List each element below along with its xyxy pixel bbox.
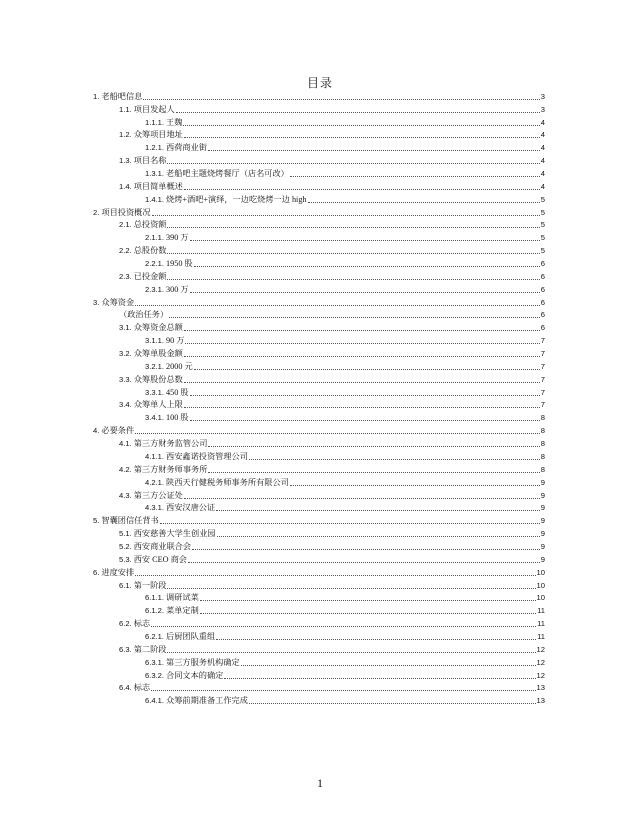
toc-entry-page: 9 [540, 554, 545, 564]
toc-entry-label [119, 465, 207, 475]
toc-entry[interactable] [93, 449, 545, 462]
toc-entry-number: 2. [93, 207, 100, 217]
toc-entry[interactable] [93, 140, 545, 153]
toc-entry[interactable] [93, 526, 545, 539]
toc-entry-text: 项目投资概况 [101, 207, 151, 217]
dot-leader [135, 432, 540, 434]
toc-entry-page: 11 [537, 619, 545, 629]
toc-entry-label [145, 413, 189, 423]
toc-entry-label [145, 606, 199, 616]
toc-entry-page: 4 [540, 156, 545, 166]
page-number: 1 [317, 776, 323, 790]
toc-entry-text: 老船吧主题烧烤餐厅（店名可改） [166, 169, 289, 179]
toc-entry[interactable] [93, 295, 545, 308]
toc-entry[interactable] [93, 153, 545, 166]
toc-entry-label [119, 375, 183, 385]
toc-entry[interactable] [93, 410, 545, 423]
dot-leader [184, 381, 540, 383]
toc-entry[interactable] [93, 616, 545, 629]
toc-entry[interactable] [93, 642, 545, 655]
toc-entry-text: 调研试菜 [166, 593, 199, 603]
toc-entry-text: 300 万 [166, 284, 189, 294]
toc-entry-label [119, 683, 150, 693]
toc-entry-page: 9 [540, 541, 545, 551]
dot-leader [216, 509, 540, 511]
toc-entry-number: 1.2. [119, 130, 132, 140]
toc-entry-label [119, 130, 183, 140]
toc-entry-text: 陕西天行健税务师事务所有限公司 [166, 477, 289, 487]
toc-entry-page: 11 [537, 606, 545, 616]
toc-entry-number: 6.4.1. [145, 696, 164, 706]
toc-entry[interactable] [93, 359, 545, 372]
toc-entry-page: 6 [540, 297, 545, 307]
toc-entry-text: 众筹资金总额 [133, 323, 183, 333]
dot-leader [190, 419, 540, 421]
toc-entry-number: 6. [93, 567, 100, 577]
toc-entry-label [93, 298, 134, 308]
toc-entry-text: 众筹资金 [101, 297, 135, 307]
dot-leader [185, 342, 539, 344]
dot-leader [208, 445, 539, 447]
toc-entry-number: 4.2.1. [145, 477, 164, 487]
dot-leader [188, 561, 540, 563]
toc-entry[interactable] [93, 436, 545, 449]
toc-entry-page: 8 [540, 413, 545, 423]
toc-entry-text: 2000 元 [166, 361, 193, 371]
dot-leader [184, 136, 540, 138]
toc-entry-number: 6.2.1. [145, 631, 164, 641]
toc-entry-number: 6.1. [119, 580, 132, 590]
toc-entry-number: 1.1.1. [145, 117, 164, 127]
toc-entry-page: 8 [540, 439, 545, 449]
toc-entry-number: 5.3. [119, 554, 132, 564]
dot-leader [152, 214, 540, 216]
toc-entry-text: 第三方财务师事务所 [133, 464, 208, 474]
toc-entry-text: 西安汉唐公证 [166, 503, 216, 513]
toc-entry[interactable] [93, 681, 545, 694]
toc-entry[interactable] [93, 552, 545, 565]
toc-entry-label [145, 233, 189, 243]
toc-entry-label [145, 503, 215, 513]
toc-entry-page: 12 [536, 670, 545, 680]
toc-entry-page: 7 [540, 349, 545, 359]
toc-entry-label [145, 336, 184, 346]
toc-entry-number: 4.1. [119, 439, 132, 449]
dot-leader [169, 316, 540, 318]
toc-entry-number: 1.4.1. [145, 194, 164, 204]
dot-leader [160, 522, 540, 524]
toc-entry-label [145, 593, 199, 603]
toc-entry-number: 5.2. [119, 541, 132, 551]
toc-entry-number: 2.2. [119, 246, 132, 256]
toc-entry-label [119, 645, 166, 655]
toc-entry-text: 标志 [133, 683, 151, 693]
toc-entry-text: 第三方公证处 [133, 490, 183, 500]
toc-entry-page: 6 [540, 259, 545, 269]
toc-entry-number: 3.1. [119, 323, 132, 333]
toc-entry-number: 6.3.2. [145, 670, 164, 680]
toc-entry-page: 9 [540, 503, 545, 513]
toc-entry-text: 第三方财务监管公司 [133, 439, 208, 449]
toc-entry[interactable] [93, 205, 545, 218]
dot-leader [192, 548, 540, 550]
toc-entry[interactable] [93, 565, 545, 578]
toc-entry[interactable] [93, 166, 545, 179]
toc-entry[interactable] [93, 591, 545, 604]
toc-entry-page: 4 [540, 143, 545, 153]
toc-entry-label [119, 182, 183, 192]
dot-leader [167, 226, 539, 228]
toc-entry-number: 1.2.1. [145, 143, 164, 153]
toc-entry-text: 西安商业联合会 [133, 541, 192, 551]
toc-entry-number: 3.4. [119, 400, 132, 410]
toc-entry-label [145, 362, 193, 372]
toc-entry-page: 5 [540, 220, 545, 230]
dot-leader [249, 702, 536, 704]
toc-entry[interactable] [93, 346, 545, 359]
toc-entry-text: 450 股 [166, 387, 189, 397]
toc-entry-label [145, 118, 182, 128]
toc-entry-number: 6.3.1. [145, 657, 164, 667]
toc-entry-text: 西荷商业街 [166, 143, 207, 153]
toc-entry[interactable] [93, 629, 545, 642]
toc-entry-page: 6 [540, 284, 545, 294]
toc-entry[interactable] [93, 668, 545, 681]
toc-entry[interactable] [93, 230, 545, 243]
toc-entry[interactable] [93, 578, 545, 591]
toc-entry-label [145, 478, 289, 488]
dot-leader [194, 265, 540, 267]
toc-entry-text: 项目简单概述 [133, 181, 183, 191]
toc-entry-page: 13 [536, 683, 545, 693]
dot-leader [208, 149, 540, 151]
toc-entry-label [119, 491, 183, 501]
toc-entry-page: 5 [540, 233, 545, 243]
toc-entry[interactable] [93, 475, 545, 488]
dot-leader [176, 111, 540, 113]
toc-entry[interactable] [93, 462, 545, 475]
toc-entry-number: 1. [93, 91, 100, 101]
toc-entry-number: 6.3. [119, 644, 132, 654]
toc-entry[interactable] [93, 179, 545, 192]
toc-entry-text: 西安慈善大学生创业园 [133, 529, 216, 539]
toc-entry-text: 烧烤+酒吧+演绎，一边吃烧烤一边 high [166, 194, 307, 204]
toc-entry-page: 7 [540, 374, 545, 384]
toc-entry-number: 2.2.1. [145, 259, 164, 269]
toc-entry-text: 1950 股 [166, 259, 193, 269]
toc-entry[interactable] [93, 333, 545, 346]
toc-entry-label [145, 658, 240, 668]
toc-entry-text: 众筹单股金额 [133, 349, 183, 359]
toc-entry-text: 智囊团信任背书 [101, 516, 159, 526]
toc-entry-number: 3. [93, 297, 100, 307]
toc-entry-label [145, 195, 307, 205]
toc-entry-text: 第二阶段 [133, 644, 167, 654]
dot-leader [184, 355, 540, 357]
toc-entry[interactable] [93, 218, 545, 231]
dot-leader [167, 587, 535, 589]
table-of-contents [93, 89, 545, 706]
dot-leader [167, 252, 539, 254]
toc-entry-number: 4.3.1. [145, 503, 164, 513]
toc-entry[interactable] [93, 282, 545, 295]
toc-entry-label [145, 388, 189, 398]
toc-entry-number: 3.2.1. [145, 361, 164, 371]
toc-entry-text: 100 股 [166, 413, 189, 423]
toc-entry-text: 项目发起人 [133, 104, 175, 114]
dot-leader [200, 599, 536, 601]
toc-entry-label [93, 208, 151, 218]
dot-leader [290, 484, 540, 486]
toc-entry-text: 第三方服务机构确定 [166, 657, 240, 667]
dot-leader [217, 535, 540, 537]
toc-entry-number: 1.1. [119, 104, 132, 114]
toc-entry-text: 必要条件 [101, 426, 135, 436]
toc-entry-page: 4 [540, 117, 545, 127]
toc-entry-number: 5.1. [119, 529, 132, 539]
toc-entry-number: 3.3.1. [145, 387, 164, 397]
toc-entry-page: 6 [540, 271, 545, 281]
toc-entry-label [119, 246, 166, 256]
toc-entry-text: 项目名称 [133, 156, 167, 166]
toc-entry-label [119, 581, 166, 591]
toc-entry-page: 7 [540, 336, 545, 346]
dot-leader [241, 664, 536, 666]
toc-entry-text: 菜单定制 [166, 606, 199, 616]
toc-entry-page: 10 [536, 567, 545, 577]
toc-entry-number: 4.1.1. [145, 451, 164, 461]
dot-leader [190, 394, 540, 396]
toc-entry[interactable] [93, 603, 545, 616]
toc-entry[interactable] [93, 488, 545, 501]
toc-entry-number: 5. [93, 516, 100, 526]
toc-entry-number: 6.4. [119, 683, 132, 693]
toc-entry-text: 后厨团队重组 [166, 631, 216, 641]
toc-entry-number: 2.1.1. [145, 233, 164, 243]
toc-entry[interactable] [93, 423, 545, 436]
toc-entry[interactable] [93, 115, 545, 128]
toc-entry-text: 90 万 [166, 336, 185, 346]
toc-entry-number: 3.1.1. [145, 336, 164, 346]
dot-leader [224, 677, 535, 679]
toc-entry-text: 众筹股份总数 [133, 374, 183, 384]
toc-entry-label [119, 220, 166, 230]
toc-entry-number: 2.3.1. [145, 284, 164, 294]
toc-entry-page: 5 [540, 207, 545, 217]
toc-entry-label [119, 400, 183, 410]
toc-entry-text: 第一阶段 [133, 580, 167, 590]
toc-entry-label [145, 259, 193, 269]
toc-entry[interactable] [93, 385, 545, 398]
toc-entry-page: 5 [540, 246, 545, 256]
dot-leader [194, 368, 540, 370]
dot-leader [200, 612, 536, 614]
toc-entry-number: 3.4.1. [145, 413, 164, 423]
toc-entry-number: 3.2. [119, 349, 132, 359]
dot-leader [290, 175, 540, 177]
dot-leader [184, 329, 540, 331]
toc-entry-label [119, 529, 216, 539]
toc-entry-label [145, 452, 248, 462]
toc-title: 目录 [306, 76, 333, 90]
toc-entry-number: 6.1.2. [145, 606, 164, 616]
toc-entry-text: 王魏 [166, 117, 183, 127]
toc-entry[interactable] [93, 89, 545, 102]
dot-leader [167, 651, 535, 653]
toc-entry-page: 3 [540, 91, 545, 101]
dot-leader [151, 689, 535, 691]
toc-entry-label [93, 516, 159, 526]
toc-entry-label [119, 105, 175, 115]
dot-leader [183, 124, 539, 126]
toc-entry[interactable] [93, 256, 545, 269]
toc-entry[interactable] [93, 192, 545, 205]
toc-entry-text: 众筹项目地址 [133, 130, 183, 140]
dot-leader [167, 278, 539, 280]
toc-entry-number: 2.1. [119, 220, 132, 230]
dot-leader [151, 625, 536, 627]
toc-entry-text: 390 万 [166, 233, 189, 243]
toc-entry-number: 4.3. [119, 490, 132, 500]
toc-entry-page: 9 [540, 529, 545, 539]
toc-entry-text: 老船吧信息 [101, 91, 143, 101]
toc-entry-label [145, 285, 189, 295]
toc-entry-label [93, 92, 142, 102]
toc-entry[interactable] [93, 269, 545, 282]
toc-entry[interactable] [93, 513, 545, 526]
toc-entry-page: 8 [540, 426, 545, 436]
dot-leader [167, 162, 539, 164]
toc-entry[interactable] [93, 501, 545, 514]
toc-entry-text: 总投资额 [133, 220, 167, 230]
toc-entry[interactable] [93, 655, 545, 668]
toc-entry-label [119, 439, 207, 449]
toc-entry-text: 众筹前期准备工作完成 [166, 696, 248, 706]
toc-entry[interactable] [93, 398, 545, 411]
toc-entry-number: 1.3. [119, 156, 132, 166]
toc-entry-page: 7 [540, 400, 545, 410]
toc-entry-page: 8 [540, 464, 545, 474]
toc-entry-text: 总股份数 [133, 246, 167, 256]
toc-entry[interactable] [93, 693, 545, 706]
toc-entry-text: （政治任务） [119, 310, 169, 320]
toc-entry-page: 9 [540, 477, 545, 487]
dot-leader [184, 188, 540, 190]
toc-entry[interactable] [93, 372, 545, 385]
dot-leader [143, 98, 539, 100]
toc-entry-number: 1.4. [119, 181, 132, 191]
toc-entry[interactable] [93, 539, 545, 552]
toc-entry-page: 4 [540, 169, 545, 179]
toc-entry-page: 9 [540, 516, 545, 526]
toc-entry[interactable] [93, 320, 545, 333]
toc-entry-page: 11 [537, 631, 545, 641]
toc-entry-label [119, 156, 166, 166]
dot-leader [184, 406, 540, 408]
toc-entry-page: 7 [540, 387, 545, 397]
dot-leader [249, 458, 540, 460]
toc-entry-page: 12 [536, 657, 545, 667]
toc-entry-number: 2.3. [119, 271, 132, 281]
dot-leader [308, 201, 540, 203]
toc-entry-label [93, 568, 134, 578]
toc-entry-label [145, 696, 248, 706]
dot-leader [135, 574, 535, 576]
toc-entry-label [119, 349, 183, 359]
toc-entry-text: 合同文本的确定 [166, 670, 224, 680]
toc-entry-page: 10 [536, 593, 545, 603]
toc-entry[interactable] [93, 243, 545, 256]
toc-entry-page: 3 [540, 104, 545, 114]
toc-entry-number: 6.1.1. [145, 593, 164, 603]
toc-entry-text: 进度安排 [101, 567, 135, 577]
toc-entry-page: 4 [540, 181, 545, 191]
toc-entry-text: 已投金额 [133, 271, 167, 281]
toc-entry-page: 9 [540, 490, 545, 500]
dot-leader [135, 304, 540, 306]
toc-entry[interactable] [93, 308, 545, 321]
toc-entry-label [145, 169, 289, 179]
dot-leader [190, 291, 540, 293]
toc-entry-number: 1.3.1. [145, 169, 164, 179]
toc-entry-number: 4. [93, 426, 100, 436]
toc-entry-label [145, 632, 215, 642]
toc-entry-label [119, 272, 166, 282]
toc-entry-label [119, 619, 150, 629]
dot-leader [190, 239, 540, 241]
toc-entry-page: 8 [540, 451, 545, 461]
toc-entry-label [119, 323, 183, 333]
dot-leader [208, 471, 539, 473]
toc-entry-label [119, 310, 168, 320]
toc-entry-number: 6.2. [119, 619, 132, 629]
toc-entry-page: 5 [540, 194, 545, 204]
toc-entry[interactable] [93, 128, 545, 141]
toc-entry-page: 6 [540, 310, 545, 320]
toc-entry-page: 6 [540, 323, 545, 333]
toc-entry-page: 12 [536, 644, 545, 654]
toc-entry-label [145, 143, 207, 153]
toc-entry-label [119, 542, 191, 552]
toc-entry-page: 10 [536, 580, 545, 590]
toc-entry-number: 3.3. [119, 374, 132, 384]
toc-entry-text: 西安鑫诺投资管理公司 [166, 451, 248, 461]
toc-entry-label [93, 426, 134, 436]
dot-leader [184, 497, 540, 499]
toc-entry-number: 4.2. [119, 464, 132, 474]
toc-entry-label [119, 555, 187, 565]
toc-entry-text: 众筹单人上限 [133, 400, 183, 410]
toc-entry-page: 4 [540, 130, 545, 140]
toc-entry-text: 标志 [133, 619, 151, 629]
toc-entry-page: 13 [536, 696, 545, 706]
toc-entry-text: 西安 CEO 商会 [133, 554, 187, 564]
toc-entry[interactable] [93, 102, 545, 115]
toc-entry-label [145, 671, 223, 681]
toc-entry-page: 7 [540, 361, 545, 371]
dot-leader [216, 638, 536, 640]
